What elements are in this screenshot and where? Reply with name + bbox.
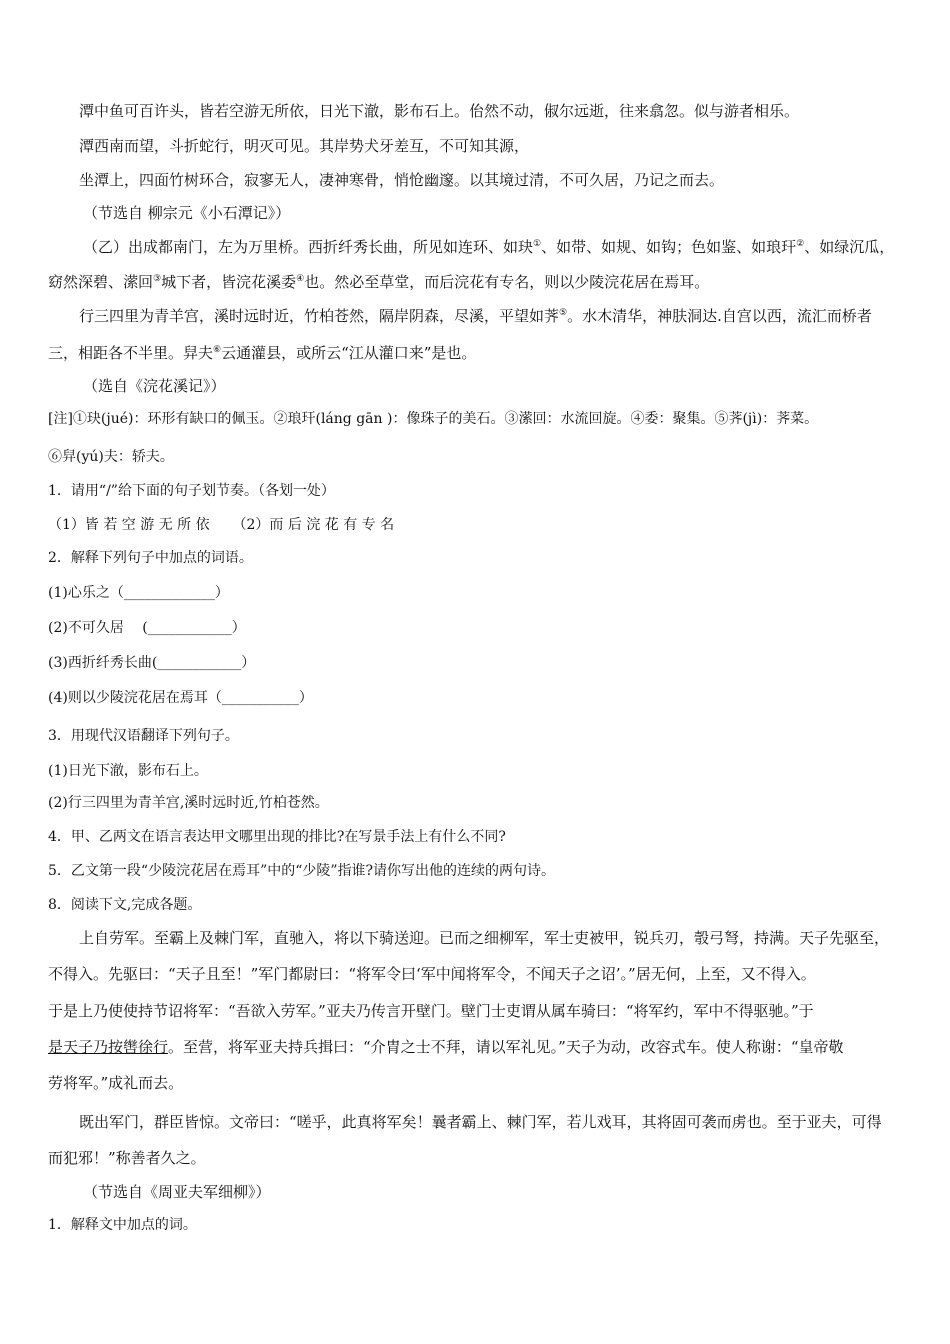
yi-paragraph-1-line-1: （乙）出成都南门，左为万里桥。西折纤秀长曲，所见如连环、如玦①、如带、如规、如钩；色如鉴、如琅玕②、如绿沉瓜， — [83, 238, 895, 256]
yi-paragraph-1-line-2: 窈然深碧、潆回③城下者，皆浣花溪委④也。然必至草堂，而后浣花有专名，则以少陵浣花居在焉耳。 — [48, 273, 710, 291]
question-2-item-4: (4)则以少陵浣花居在焉耳（___________） — [48, 690, 313, 706]
yi-paragraph-2-line-1: 行三四里为青羊宫，溪时远时近，竹柏苍然，隔岸阴森，尽溪，平望如荠⑤。水木清华，神肤洞达.自宫以西，流汇而桥者 — [79, 307, 872, 325]
q8-passage-line-5: 劳将军。”成礼而去。 — [48, 1074, 184, 1092]
underlined-sentence: 是天子乃按辔徐行 — [48, 1038, 169, 1056]
question-8-intro: 8．阅读下文,完成各题。 — [48, 897, 202, 913]
q8-passage-line-6: 既出军门，群臣皆惊。文帝曰：“嗟乎，此真将军矣！曩者霸上、棘门军，若儿戏耳，其将固可袭而虏也。至于亚夫，可得 — [79, 1113, 882, 1131]
question-2-item-2: (2)不可久居 (____________） — [48, 620, 246, 636]
q8-source: （节选自《周亚夫军细柳》） — [83, 1183, 271, 1201]
question-3: 3．用现代汉语翻译下列句子。 — [48, 728, 239, 744]
q8-passage-line-2: 不得入。先驱曰：“天子且至！”军门都尉曰：“将军令曰‘军中闻将军令，不闻天子之诏’。”居无何，上至，又不得入。 — [48, 965, 816, 983]
question-1: 1．请用“/”给下面的句子划节奏。（各划一处） — [48, 483, 335, 499]
notes-line-2: ⑥舁(yú)夫：轿夫。 — [48, 449, 174, 465]
q8-passage-line-3: 于是上乃使使持节诏将军：“吾欲入劳军。”亚夫乃传言开壁门。壁门士吏谓从属车骑曰：“将军约，军中不得驱驰。”于 — [48, 1002, 814, 1020]
q8-passage-line-7: 而犯邪！”称善者久之。 — [48, 1149, 206, 1167]
question-1-items: （1）皆 若 空 游 无 所 依 （2）而 后 浣 花 有 专 名 — [48, 517, 395, 533]
question-3-item-1: (1)日光下澈，影布石上。 — [48, 763, 208, 779]
question-2-item-1: (1)心乐之（_____________） — [48, 585, 229, 601]
yi-paragraph-2-line-2: 三，相距各不半里。舁夫⑥云通灌县，或所云“江从灌口来”是也。 — [48, 344, 477, 362]
q8-passage-line-4: 是天子乃按辔徐行。至营，将军亚夫持兵揖曰：“介胄之士不拜，请以军礼见。”天子为动，改容式车。使人称谢：“皇帝敬 — [48, 1038, 844, 1056]
question-4: 4．甲、乙两文在语言表达甲文哪里出现的排比?在写景手法上有什么不同? — [48, 829, 506, 845]
jia-paragraph-2: 潭西南而望，斗折蛇行，明灭可见。其岸势犬牙差互，不可知其源， — [79, 137, 530, 155]
q8-passage-line-1: 上自劳军。至霸上及棘门军，直驰入，将以下骑送迎。已而之细柳军，军士吏被甲，锐兵刃，彀弓弩，持满。天子先驱至， — [79, 929, 890, 947]
question-3-item-2: (2)行三四里为青羊宫,溪时远时近,竹柏苍然。 — [48, 795, 329, 811]
q8-subquestion-1: 1．解释文中加点的词。 — [48, 1217, 197, 1233]
question-5: 5．乙文第一段“少陵浣花居在焉耳”中的“少陵”指谁?请你写出他的连续的两句诗。 — [48, 863, 556, 879]
jia-paragraph-3: 坐潭上，四面竹树环合，寂寥无人，凄神寒骨，悄怆幽邃。以其境过清，不可久居，乃记之而去。 — [79, 171, 725, 189]
question-2: 2．解释下列句子中加点的词语。 — [48, 550, 253, 566]
jia-paragraph-1: 潭中鱼可百许头，皆若空游无所依，日光下澈，影布石上。佁然不动，俶尔远逝，往来翕忽。似与游者相乐。 — [79, 102, 800, 120]
yi-source: （选自《浣花溪记》） — [83, 377, 226, 395]
question-2-item-3: (3)西折纤秀长曲(____________） — [48, 655, 256, 671]
jia-source: （节选自 柳宗元《小石潭记》） — [83, 204, 291, 222]
notes-line-1: [注]①玦(jué)：环形有缺口的佩玉。②琅玕(láng gān )：像珠子的美石。③潆回：水流回旋。④委：聚集。⑤荠(jì)：荠菜。 — [48, 411, 819, 427]
